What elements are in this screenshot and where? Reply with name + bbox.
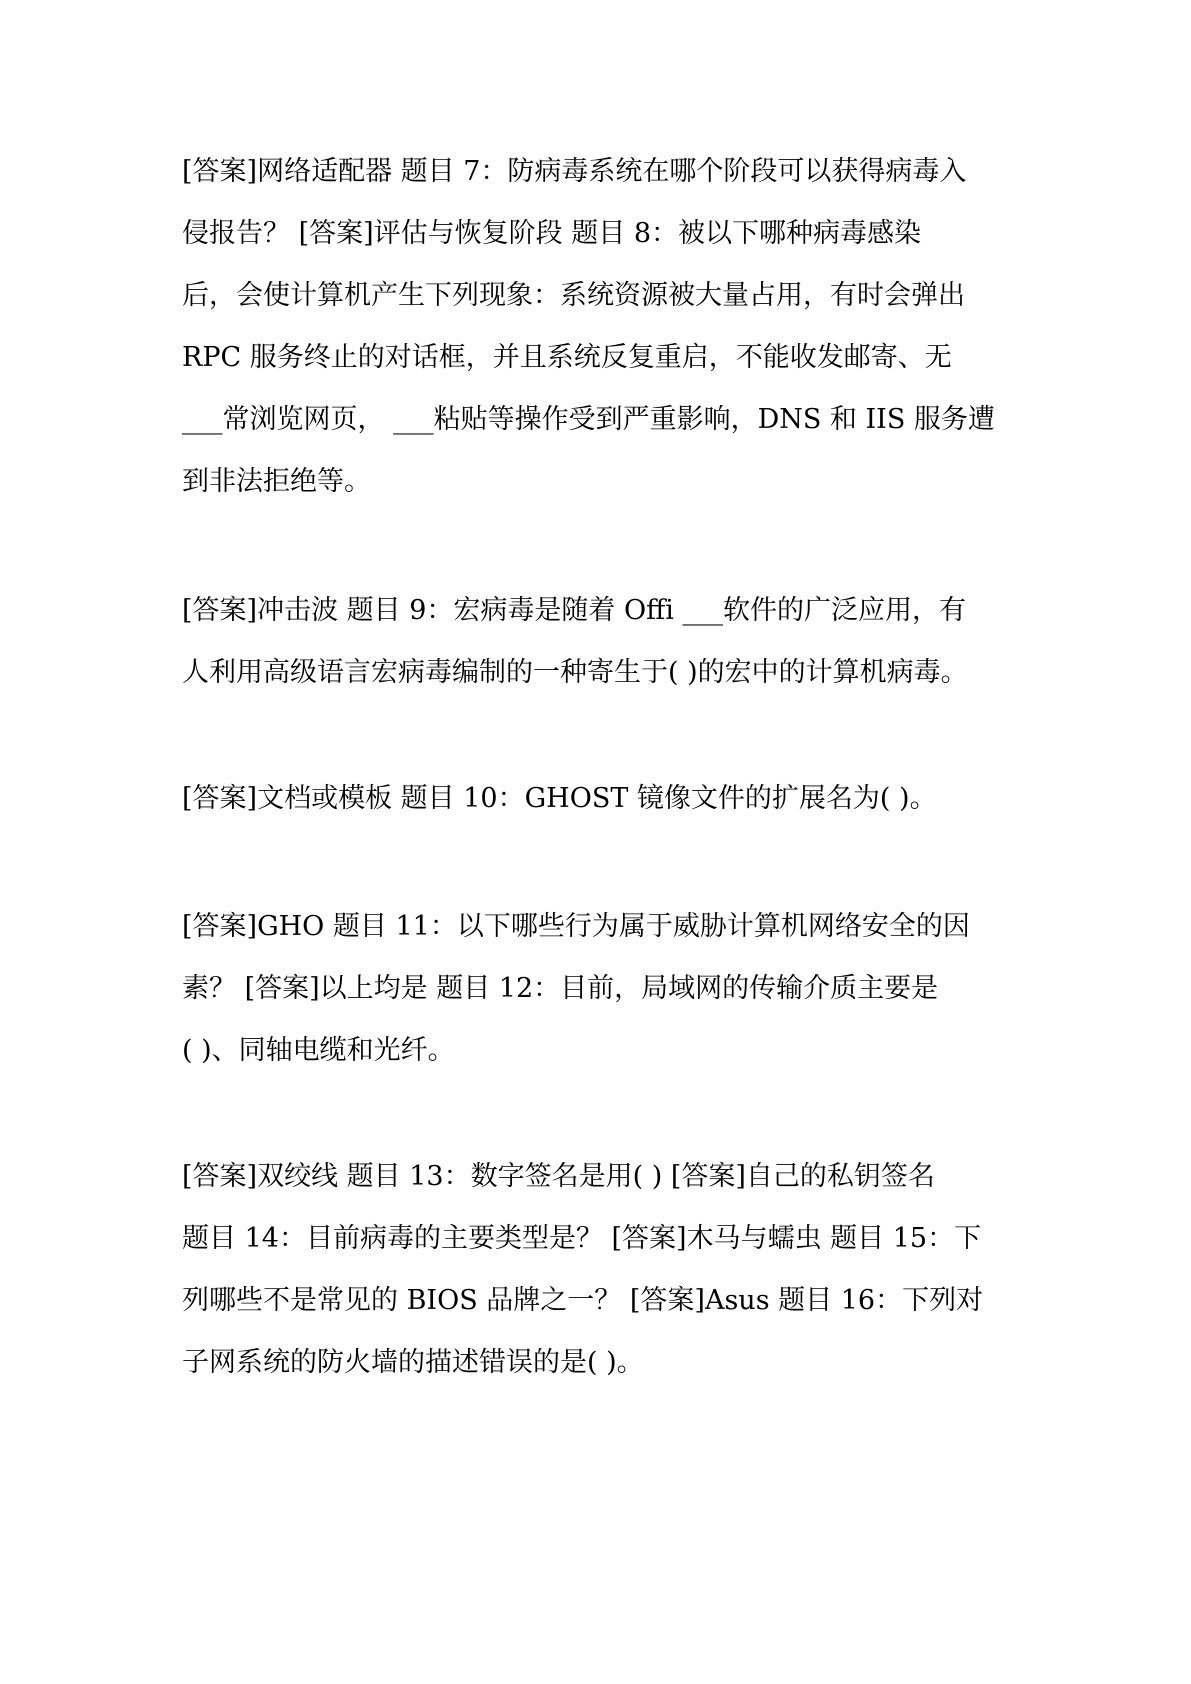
text-line: 后，会使计算机产生下列现象：系统资源被大量占用，有时会弹出 <box>182 280 965 311</box>
text-line: ___常浏览网页， ___粘贴等操作受到严重影响，DNS 和 IIS 服务遭 <box>182 404 995 435</box>
text-line: [答案]冲击波 题目 9：宏病毒是随着 Offi ___软件的广泛应用，有 <box>182 595 967 626</box>
text-line: 列哪些不是常见的 BIOS 品牌之一？ [答案]Asus 题目 16：下列对 <box>182 1285 984 1316</box>
text-line: 子网系统的防火墙的描述错误的是( )。 <box>182 1347 644 1378</box>
text-line: 侵报告？ [答案]评估与恢复阶段 题目 8：被以下哪种病毒感染 <box>182 218 921 249</box>
text-line: [答案]双绞线 题目 13：数字签名是用( ) [答案]自己的私钥签名 <box>182 1161 935 1192</box>
paragraph-2 <box>182 580 1032 704</box>
paragraph-3 <box>182 768 1032 830</box>
text-line: [答案]文档或模板 题目 10：GHOST 镜像文件的扩展名为( )。 <box>182 783 937 814</box>
text-line: 素？ [答案]以上均是 题目 12：目前，局域网的传输介质主要是 <box>182 973 939 1004</box>
paragraph-1 <box>182 141 1032 513</box>
text-line: ( )、同轴电缆和光纤。 <box>182 1035 455 1066</box>
text-line: 题目 14：目前病毒的主要类型是？ [答案]木马与蠕虫 题目 15：下 <box>182 1223 982 1254</box>
paragraph-5 <box>182 1146 1032 1394</box>
text-line: 人利用高级语言宏病毒编制的一种寄生于( )的宏中的计算机病毒。 <box>182 657 968 688</box>
paragraph-4 <box>182 896 1032 1082</box>
text-line: 到非法拒绝等。 <box>182 466 371 497</box>
text-line: [答案]网络适配器 题目 7：防病毒系统在哪个阶段可以获得病毒入 <box>182 156 967 187</box>
text-line: RPC 服务终止的对话框，并且系统反复重启，不能收发邮寄、无 <box>182 342 952 373</box>
text-line: [答案]GHO 题目 11：以下哪些行为属于威胁计算机网络安全的因 <box>182 911 970 942</box>
